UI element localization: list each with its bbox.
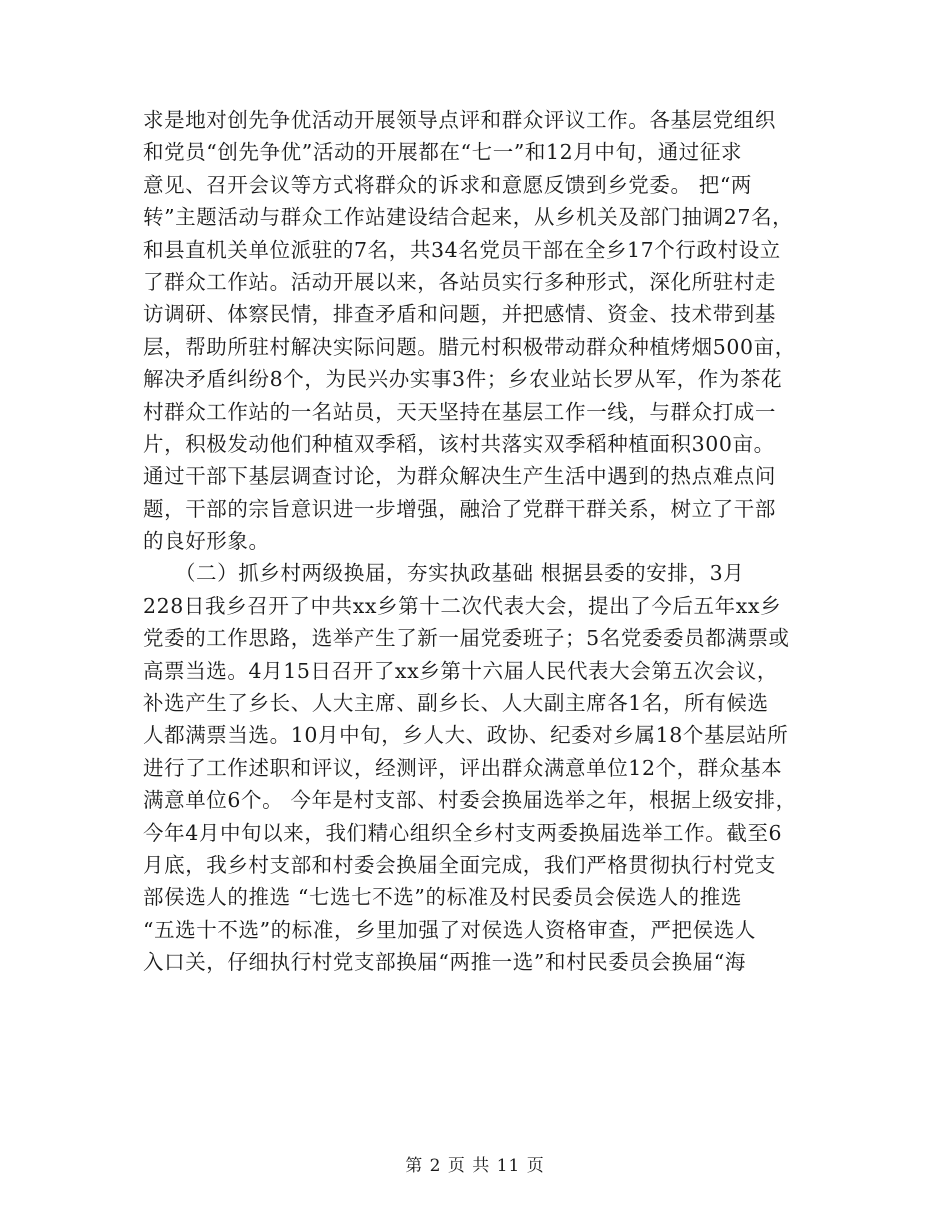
text-line: 转”主题活动与群众工作站建设结合起来，从乡机关及部门抽调27名， — [143, 205, 794, 230]
text-line: 人都满票当选。10月中旬，乡人大、政协、纪委对乡属18个基层站所 — [143, 723, 789, 748]
text-line: 228日我乡召开了中共xx乡第十二次代表大会，提出了今后五年xx乡 — [143, 593, 782, 618]
text-line: 党委的工作思路，选举产生了新一届党委班子；5名党委委员都满票或 — [143, 626, 790, 651]
text-line: 解决矛盾纠纷8个，为民兴办实事3件；乡农业站长罗从军，作为茶花 — [143, 367, 783, 392]
text-line: 意见、召开会议等方式将群众的诉求和意愿反馈到乡党委。 把“两 — [143, 172, 752, 197]
text-line: 进行了工作述职和评议，经测评，评出群众满意单位12个，群众基本 — [143, 755, 783, 780]
body-text — [143, 104, 823, 979]
text-line: 通过干部下基层调查讨论，为群众解决生产生活中遇到的热点难点问 — [143, 464, 776, 489]
text-line: 村群众工作站的一名站员，天天坚持在基层工作一线，与群众打成一 — [143, 399, 776, 424]
text-line: 入口关，仔细执行村党支部换届“两推一选”和村民委员会换届“海 — [143, 950, 746, 975]
text-line: 部侯选人的推选 “七选七不选”的标准及村民委员会侯选人的推选 — [143, 885, 742, 910]
page-number-label: 第 2 页 共 11 页 — [405, 1156, 545, 1176]
page-footer — [0, 1151, 950, 1176]
text-line: 满意单位6个。 今年是村支部、村委会换届选举之年，根据上级安排， — [143, 788, 797, 813]
text-line: 了群众工作站。活动开展以来，各站员实行多种形式，深化所驻村走 — [143, 269, 776, 294]
text-line: 层，帮助所驻村解决实际问题。腊元村积极带动群众种植烤烟500亩， — [143, 334, 796, 359]
text-line: 访调研、体察民情，排查矛盾和问题，并把感情、资金、技术带到基 — [143, 302, 776, 327]
section-heading-line: （二）抓乡村两级换届，夯实执政基础 根据县委的安排，3月 — [143, 561, 745, 586]
text-line: 今年4月中旬以来，我们精心组织全乡村支两委换届选举工作。截至6 — [143, 820, 783, 845]
text-line: 题，干部的宗旨意识进一步增强，融洽了党群干群关系，树立了干部 — [143, 496, 776, 521]
text-line: 的良好形象。 — [143, 529, 270, 554]
text-line: 高票当选。4月15日召开了xx乡第十六届人民代表大会第五次会议， — [143, 658, 778, 683]
text-line: 和党员“创先争优”活动的开展都在“七一”和12月中旬，通过征求 — [143, 140, 743, 165]
text-line: 求是地对创先争优活动开展领导点评和群众评议工作。各基层党组织 — [143, 108, 776, 132]
text-line: 补选产生了乡长、人大主席、副乡长、人大副主席各1名，所有候选 — [143, 691, 769, 716]
text-line: 和县直机关单位派驻的7名，共34名党员干部在全乡17个行政村设立 — [143, 237, 781, 262]
text-line: 片，积极发动他们种植双季稻，该村共落实双季稻种植面积300亩。 — [143, 431, 775, 456]
text-line: “五选十不选”的标准，乡里加强了对侯选人资格审查，严把侯选人 — [143, 917, 756, 942]
text-line: 月底，我乡村支部和村委会换届全面完成，我们严格贯彻执行村党支 — [143, 852, 776, 877]
